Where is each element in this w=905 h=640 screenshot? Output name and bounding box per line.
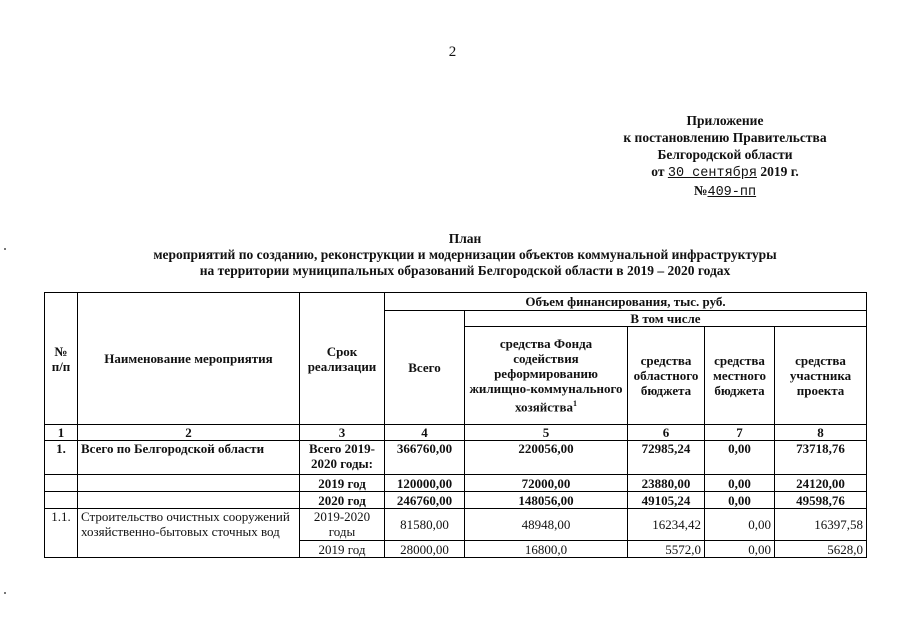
col-number: 2 [78, 425, 300, 441]
row-fund: 48948,00 [465, 509, 628, 541]
plan-table [44, 292, 867, 558]
header-fund-note: 1 [572, 399, 577, 409]
page-number: 2 [448, 44, 457, 60]
number-prefix: № [693, 183, 708, 198]
header-num: № п/п [45, 293, 78, 425]
header-participant: средства участника проекта [775, 327, 867, 425]
header-including: В том числе [465, 311, 867, 327]
row-regional: 49105,24 [628, 492, 705, 509]
row-term: Всего 2019-2020 годы: [300, 441, 385, 475]
scan-speck [4, 592, 6, 594]
row-name: Строительство очистных сооружений хозяйственно-бытовых сточных вод [78, 509, 300, 558]
row-total: 28000,00 [385, 541, 465, 558]
appendix-region: Белгородской области [657, 147, 793, 162]
row-term: 2019 год [300, 541, 385, 558]
table-row [45, 492, 867, 509]
col-number: 5 [465, 425, 628, 441]
row-participant: 49598,76 [775, 492, 867, 509]
scan-speck [4, 248, 6, 250]
header-term: Срок реализации [300, 293, 385, 425]
row-fund: 220056,00 [465, 441, 628, 475]
header-total: Всего [385, 311, 465, 425]
row-participant: 5628,0 [775, 541, 867, 558]
header-local: средства местного бюджета [705, 327, 775, 425]
row-fund: 72000,00 [465, 475, 628, 492]
header-regional: средства областного бюджета [628, 327, 705, 425]
row-regional: 16234,42 [628, 509, 705, 541]
row-participant: 73718,76 [775, 441, 867, 475]
row-num: 1. [45, 441, 78, 475]
row-num: 1.1. [45, 509, 78, 558]
col-number: 7 [705, 425, 775, 441]
row-regional: 23880,00 [628, 475, 705, 492]
row-local: 0,00 [705, 509, 775, 541]
col-number: 8 [775, 425, 867, 441]
row-total: 81580,00 [385, 509, 465, 541]
header-funding: Объем финансирования, тыс. руб. [385, 293, 867, 311]
row-name: Всего по Белгородской области [78, 441, 300, 475]
row-participant: 24120,00 [775, 475, 867, 492]
date-suffix: 2019 г. [760, 164, 799, 179]
row-name [78, 475, 300, 492]
appendix-resolution: к постановлению Правительства [623, 130, 827, 145]
row-num [45, 492, 78, 509]
col-number: 3 [300, 425, 385, 441]
row-total: 120000,00 [385, 475, 465, 492]
header-name: Наименование мероприятия [78, 293, 300, 425]
row-local: 0,00 [705, 541, 775, 558]
appendix-number [600, 182, 850, 201]
plan-title-line2: мероприятий по созданию, реконструкции и модернизации объектов коммунальной инфраструктуры [153, 247, 777, 262]
col-number: 6 [628, 425, 705, 441]
row-term: 2019-2020 годы [300, 509, 385, 541]
row-num [45, 475, 78, 492]
plan-title-line1: План [448, 231, 482, 246]
date-prefix: от [651, 164, 665, 179]
plan-title-line3: на территории муниципальных образований Белгородской области в 2019 – 2020 годах [199, 263, 731, 278]
appendix-title: Приложение [686, 113, 764, 128]
row-name [78, 492, 300, 509]
header-fund [465, 327, 628, 425]
table-row [45, 475, 867, 492]
col-number: 4 [385, 425, 465, 441]
row-regional: 5572,0 [628, 541, 705, 558]
row-total: 366760,00 [385, 441, 465, 475]
date-handwritten: 30 сентября [667, 166, 757, 181]
row-fund: 148056,00 [465, 492, 628, 509]
row-term: 2020 год [300, 492, 385, 509]
table-row [45, 509, 867, 541]
row-participant: 16397,58 [775, 509, 867, 541]
plan-title [60, 231, 870, 279]
row-term: 2019 год [300, 475, 385, 492]
row-local: 0,00 [705, 475, 775, 492]
row-total: 246760,00 [385, 492, 465, 509]
row-fund: 16800,0 [465, 541, 628, 558]
header-fund-text: средства Фонда содействия реформированию жилищно-коммунального хозяйства [469, 336, 623, 415]
row-local: 0,00 [705, 492, 775, 509]
col-number: 1 [45, 425, 78, 441]
row-local: 0,00 [705, 441, 775, 475]
appendix-block [600, 112, 850, 201]
table-row [45, 441, 867, 475]
row-regional: 72985,24 [628, 441, 705, 475]
appendix-date [600, 163, 850, 182]
number-handwritten: 409-пп [707, 185, 757, 200]
